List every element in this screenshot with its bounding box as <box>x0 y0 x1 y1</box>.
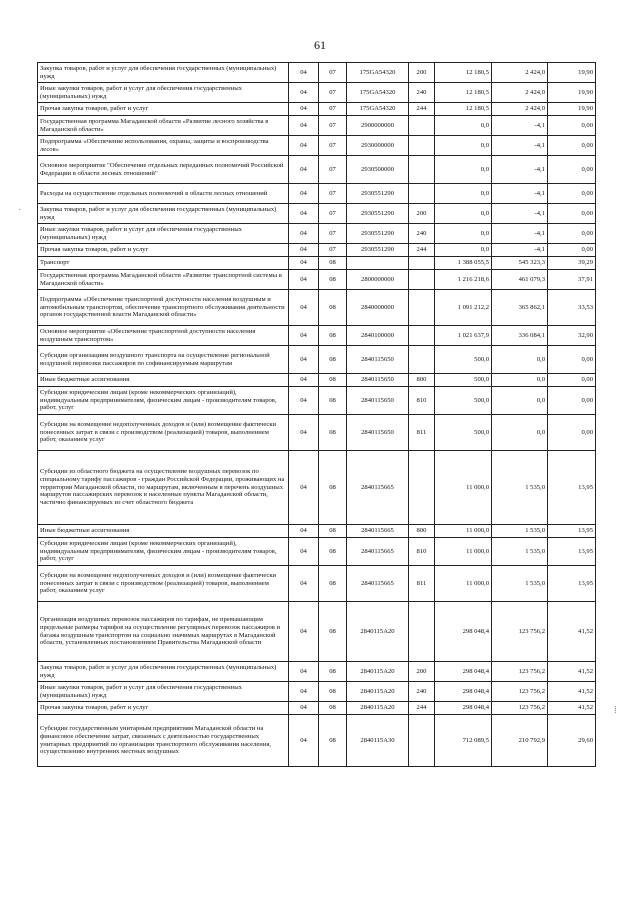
cell-planned: 712 089,5 <box>435 715 492 767</box>
cell-section: 04 <box>289 346 319 374</box>
table-row <box>38 415 596 451</box>
cell-expense-type: 811 <box>409 566 435 602</box>
cell-planned: 500,0 <box>435 387 492 415</box>
cell-expense-type <box>409 116 435 136</box>
cell-percent: 13,95 <box>548 525 596 538</box>
cell-subsection: 07 <box>319 116 347 136</box>
cell-percent: 0,00 <box>548 116 596 136</box>
cell-percent: 39,29 <box>548 257 596 270</box>
cell-executed: 0,0 <box>492 374 548 387</box>
cell-subsection: 07 <box>319 224 347 244</box>
cell-expense-type <box>409 136 435 156</box>
cell-subsection: 08 <box>319 538 347 566</box>
cell-planned: 500,0 <box>435 346 492 374</box>
cell-percent: 0,00 <box>548 204 596 224</box>
cell-section: 04 <box>289 374 319 387</box>
table-row <box>38 662 596 682</box>
cell-executed: 0,0 <box>492 415 548 451</box>
cell-expense-type: 240 <box>409 83 435 103</box>
page-number: 61 <box>314 38 326 52</box>
table-row <box>38 224 596 244</box>
table-row <box>38 103 596 116</box>
cell-percent: 41,52 <box>548 702 596 715</box>
cell-subsection: 08 <box>319 702 347 715</box>
cell-target-article: 2840115665 <box>347 451 409 525</box>
cell-name: Иные бюджетные ассигнования <box>38 374 289 387</box>
cell-executed: 1 535,0 <box>492 566 548 602</box>
cell-executed: 1 535,0 <box>492 538 548 566</box>
cell-section: 04 <box>289 83 319 103</box>
cell-target-article: 2930551290 <box>347 224 409 244</box>
cell-target-article: 2840115665 <box>347 538 409 566</box>
cell-executed: 123 756,2 <box>492 602 548 662</box>
cell-section: 04 <box>289 525 319 538</box>
cell-section: 04 <box>289 244 319 257</box>
cell-planned: 11 000,0 <box>435 566 492 602</box>
cell-subsection: 07 <box>319 204 347 224</box>
table-row <box>38 525 596 538</box>
cell-expense-type <box>409 270 435 290</box>
cell-expense-type <box>409 290 435 326</box>
cell-planned: 12 180,5 <box>435 83 492 103</box>
cell-percent: 13,95 <box>548 451 596 525</box>
table-row <box>38 566 596 602</box>
table-row <box>38 156 596 184</box>
cell-executed: 2 424,0 <box>492 63 548 83</box>
scan-mark: · <box>18 205 22 216</box>
cell-target-article: 2840115650 <box>347 374 409 387</box>
cell-percent: 41,52 <box>548 602 596 662</box>
cell-executed: -4,1 <box>492 224 548 244</box>
cell-name: Расходы на осуществление отдельных полномочий в области лесных отношений <box>38 184 289 204</box>
cell-percent: 33,53 <box>548 290 596 326</box>
cell-target-article: 175GA54320 <box>347 63 409 83</box>
cell-planned: 298 048,4 <box>435 602 492 662</box>
cell-name: Подпрограмма «Обеспечение транспортной доступности населения воздушным и автомобильным транспортом, обеспечение транспортного обслуживания деятельности органов государственной власти Магаданской области» <box>38 290 289 326</box>
cell-section: 04 <box>289 156 319 184</box>
cell-percent: 0,00 <box>548 184 596 204</box>
cell-percent: 0,00 <box>548 244 596 257</box>
cell-name: Субсидии государственным унитарным предприятиям Магаданской области на финансовое обеспечение затрат, связанных с деятельностью государственных унитарных предприятий по организации транспортного обслуживания населения, осуществлению внутренних местных воздушных <box>38 715 289 767</box>
cell-target-article: 2840115650 <box>347 346 409 374</box>
cell-subsection: 07 <box>319 136 347 156</box>
cell-planned: 11 000,0 <box>435 451 492 525</box>
table-row <box>38 538 596 566</box>
cell-executed: -4,1 <box>492 116 548 136</box>
table-row <box>38 702 596 715</box>
cell-expense-type <box>409 346 435 374</box>
cell-subsection: 07 <box>319 244 347 257</box>
cell-percent: 19,90 <box>548 83 596 103</box>
cell-expense-type: 810 <box>409 538 435 566</box>
cell-name: Иные закупки товаров, работ и услуг для обеспечения государственных (муниципальных) нужд <box>38 224 289 244</box>
table-row <box>38 346 596 374</box>
cell-percent: 0,00 <box>548 387 596 415</box>
cell-name: Транспорт <box>38 257 289 270</box>
cell-subsection: 07 <box>319 63 347 83</box>
cell-name: Прочая закупка товаров, работ и услуг <box>38 103 289 116</box>
cell-executed: -4,1 <box>492 244 548 257</box>
cell-expense-type: 240 <box>409 224 435 244</box>
cell-expense-type <box>409 451 435 525</box>
cell-section: 04 <box>289 204 319 224</box>
cell-subsection: 08 <box>319 270 347 290</box>
cell-executed: 123 756,2 <box>492 662 548 682</box>
cell-executed: 365 862,1 <box>492 290 548 326</box>
cell-section: 04 <box>289 270 319 290</box>
cell-percent: 0,00 <box>548 346 596 374</box>
cell-executed: 1 535,0 <box>492 451 548 525</box>
cell-section: 04 <box>289 224 319 244</box>
cell-executed: 2 424,0 <box>492 83 548 103</box>
cell-planned: 1 216 218,6 <box>435 270 492 290</box>
cell-executed: 545 323,3 <box>492 257 548 270</box>
cell-target-article: 2930551290 <box>347 204 409 224</box>
cell-subsection: 08 <box>319 374 347 387</box>
cell-subsection: 08 <box>319 602 347 662</box>
cell-planned: 500,0 <box>435 415 492 451</box>
cell-name: Иные закупки товаров, работ и услуг для обеспечения государственных (муниципальных) нужд <box>38 682 289 702</box>
cell-expense-type: 810 <box>409 387 435 415</box>
cell-target-article <box>347 257 409 270</box>
cell-name: Государственная программа Магаданской области «Развитие лесного хозяйства в Магаданской области» <box>38 116 289 136</box>
cell-planned: 0,0 <box>435 116 492 136</box>
cell-subsection: 08 <box>319 715 347 767</box>
cell-section: 04 <box>289 451 319 525</box>
table-row <box>38 63 596 83</box>
cell-planned: 0,0 <box>435 156 492 184</box>
cell-subsection: 07 <box>319 83 347 103</box>
cell-percent: 13,95 <box>548 538 596 566</box>
cell-target-article: 2900000000 <box>347 116 409 136</box>
cell-name: Организация воздушных перевозок пассажиров по тарифам, не превышающим предельные размеры тарифов на осуществление регулярных перевозок пассажиров и багажа воздушным транспортом на социально значимых маршрутах в Магаданской области, установленных постановлением Правительства Магаданской области <box>38 602 289 662</box>
cell-percent: 0,00 <box>548 136 596 156</box>
cell-planned: 1 388 055,5 <box>435 257 492 270</box>
cell-expense-type: 244 <box>409 103 435 116</box>
cell-expense-type: 811 <box>409 415 435 451</box>
cell-percent: 41,52 <box>548 662 596 682</box>
cell-name: Основное мероприятие «Обеспечение транспортной доступности населения воздушным транспортом» <box>38 326 289 346</box>
cell-percent: 13,95 <box>548 566 596 602</box>
cell-name: Субсидии на возмещение недополученных доходов и (или) возмещение фактически понесенных затрат в связи с производством (реализацией) товаров, выполнением работ, оказанием услуг <box>38 566 289 602</box>
cell-planned: 0,0 <box>435 136 492 156</box>
cell-subsection: 07 <box>319 103 347 116</box>
cell-section: 04 <box>289 715 319 767</box>
cell-planned: 500,0 <box>435 374 492 387</box>
cell-executed: -4,1 <box>492 136 548 156</box>
cell-planned: 298 048,4 <box>435 682 492 702</box>
cell-target-article: 2840115665 <box>347 566 409 602</box>
cell-executed: -4,1 <box>492 204 548 224</box>
cell-percent: 19,90 <box>548 103 596 116</box>
table-row <box>38 715 596 767</box>
cell-target-article: 2930551290 <box>347 244 409 257</box>
cell-planned: 0,0 <box>435 204 492 224</box>
cell-subsection: 08 <box>319 566 347 602</box>
cell-planned: 11 000,0 <box>435 538 492 566</box>
cell-target-article: 175GA54320 <box>347 103 409 116</box>
cell-target-article: 2840100000 <box>347 326 409 346</box>
cell-expense-type: 200 <box>409 63 435 83</box>
cell-name: Основное мероприятие "Обеспечение отдельных переданных полномочий Российской Федерации в области лесных отношений" <box>38 156 289 184</box>
cell-section: 04 <box>289 103 319 116</box>
cell-expense-type <box>409 326 435 346</box>
table-row <box>38 184 596 204</box>
cell-name: Государственная программа Магаданской области «Развитие транспортной системы в Магаданской области» <box>38 270 289 290</box>
cell-name: Субсидии организациям воздушного транспорта на осуществление региональной воздушной перевозки пассажиров по софинансируемым маршрутам <box>38 346 289 374</box>
cell-subsection: 07 <box>319 156 347 184</box>
cell-name: Субсидии на возмещение недополученных доходов и (или) возмещение фактически понесенных затрат в связи с производством (реализацией) товаров, выполнением работ, оказанием услуг <box>38 415 289 451</box>
cell-expense-type: 800 <box>409 525 435 538</box>
scan-mark: ⁞ <box>614 705 617 716</box>
cell-planned: 298 048,4 <box>435 662 492 682</box>
cell-percent: 19,90 <box>548 63 596 83</box>
cell-subsection: 08 <box>319 451 347 525</box>
cell-section: 04 <box>289 257 319 270</box>
table-row <box>38 290 596 326</box>
cell-executed: 123 756,2 <box>492 702 548 715</box>
cell-percent: 0,00 <box>548 224 596 244</box>
cell-name: Закупка товаров, работ и услуг для обеспечения государственных (муниципальных) нужд <box>38 204 289 224</box>
cell-target-article: 2840115A30 <box>347 715 409 767</box>
cell-target-article: 2840115650 <box>347 387 409 415</box>
cell-executed: 210 792,9 <box>492 715 548 767</box>
cell-expense-type: 240 <box>409 682 435 702</box>
table-row <box>38 387 596 415</box>
cell-planned: 1 021 637,9 <box>435 326 492 346</box>
cell-planned: 11 000,0 <box>435 525 492 538</box>
cell-expense-type <box>409 602 435 662</box>
cell-expense-type <box>409 257 435 270</box>
cell-subsection: 07 <box>319 184 347 204</box>
cell-target-article: 2930551290 <box>347 184 409 204</box>
cell-section: 04 <box>289 538 319 566</box>
cell-name: Иные закупки товаров, работ и услуг для обеспечения государственных (муниципальных) нужд <box>38 83 289 103</box>
table-row <box>38 326 596 346</box>
cell-expense-type <box>409 184 435 204</box>
cell-name: Субсидии из областного бюджета на осуществление воздушных перевозок по специальному тарифу пассажиров - граждан Российской Федерации, проживающих на территории Магаданской области, по маршрутам, включенным в перечень воздушных маршрутов пассажирских перевозок в населенные пункты Магаданской области, частично финансируемых из счет областного бюджета <box>38 451 289 525</box>
cell-executed: 336 084,1 <box>492 326 548 346</box>
cell-executed: 2 424,0 <box>492 103 548 116</box>
cell-subsection: 08 <box>319 387 347 415</box>
cell-section: 04 <box>289 290 319 326</box>
cell-percent: 32,90 <box>548 326 596 346</box>
cell-percent: 41,52 <box>548 682 596 702</box>
cell-expense-type: 244 <box>409 702 435 715</box>
cell-subsection: 08 <box>319 257 347 270</box>
table-row <box>38 244 596 257</box>
budget-table <box>37 62 596 767</box>
cell-executed: -4,1 <box>492 184 548 204</box>
cell-executed: 461 079,3 <box>492 270 548 290</box>
cell-percent: 0,00 <box>548 415 596 451</box>
cell-target-article: 2840115650 <box>347 415 409 451</box>
cell-section: 04 <box>289 682 319 702</box>
cell-planned: 12 180,5 <box>435 103 492 116</box>
cell-expense-type: 200 <box>409 204 435 224</box>
cell-section: 04 <box>289 566 319 602</box>
cell-section: 04 <box>289 662 319 682</box>
table-row <box>38 204 596 224</box>
table-row <box>38 116 596 136</box>
cell-planned: 298 048,4 <box>435 702 492 715</box>
cell-expense-type: 244 <box>409 244 435 257</box>
cell-planned: 12 180,5 <box>435 63 492 83</box>
cell-subsection: 08 <box>319 415 347 451</box>
table-row <box>38 257 596 270</box>
table-row <box>38 451 596 525</box>
cell-planned: 0,0 <box>435 224 492 244</box>
cell-expense-type: 800 <box>409 374 435 387</box>
cell-target-article: 2930000000 <box>347 136 409 156</box>
cell-percent: 0,00 <box>548 374 596 387</box>
cell-expense-type <box>409 156 435 184</box>
cell-section: 04 <box>289 702 319 715</box>
table-row <box>38 682 596 702</box>
cell-target-article: 175GA54320 <box>347 83 409 103</box>
cell-target-article: 2930500000 <box>347 156 409 184</box>
cell-section: 04 <box>289 326 319 346</box>
cell-percent: 0,00 <box>548 156 596 184</box>
cell-expense-type: 200 <box>409 662 435 682</box>
cell-planned: 1 091 212,2 <box>435 290 492 326</box>
cell-subsection: 08 <box>319 525 347 538</box>
cell-section: 04 <box>289 116 319 136</box>
cell-subsection: 08 <box>319 682 347 702</box>
cell-name: Подпрограмма «Обеспечение использования, охраны, защиты и воспроизводства лесов» <box>38 136 289 156</box>
cell-name: Субсидии юридическим лицам (кроме некоммерческих организаций), индивидуальным предпринимателям, физическим лицам - производителям товаров, работ, услуг <box>38 387 289 415</box>
cell-target-article: 2840000000 <box>347 290 409 326</box>
cell-executed: 1 535,0 <box>492 525 548 538</box>
cell-target-article: 2840115665 <box>347 525 409 538</box>
cell-name: Прочая закупка товаров, работ и услуг <box>38 244 289 257</box>
cell-target-article: 2840115A20 <box>347 682 409 702</box>
cell-executed: 0,0 <box>492 346 548 374</box>
cell-subsection: 08 <box>319 290 347 326</box>
cell-planned: 0,0 <box>435 184 492 204</box>
cell-name: Закупка товаров, работ и услуг для обеспечения государственных (муниципальных) нужд <box>38 662 289 682</box>
cell-target-article: 2840115A20 <box>347 702 409 715</box>
table-row <box>38 602 596 662</box>
cell-subsection: 08 <box>319 326 347 346</box>
cell-executed: 0,0 <box>492 387 548 415</box>
cell-executed: -4,1 <box>492 156 548 184</box>
cell-target-article: 2800000000 <box>347 270 409 290</box>
cell-target-article: 2840115A20 <box>347 662 409 682</box>
cell-percent: 29,60 <box>548 715 596 767</box>
cell-section: 04 <box>289 415 319 451</box>
table-row <box>38 270 596 290</box>
cell-expense-type <box>409 715 435 767</box>
cell-section: 04 <box>289 63 319 83</box>
cell-subsection: 08 <box>319 346 347 374</box>
cell-name: Субсидии юридическим лицам (кроме некоммерческих организаций), индивидуальным предпринимателям, физическим лицам - производителям товаров, работ, услуг <box>38 538 289 566</box>
cell-target-article: 2840115A20 <box>347 602 409 662</box>
cell-name: Прочая закупка товаров, работ и услуг <box>38 702 289 715</box>
cell-percent: 37,91 <box>548 270 596 290</box>
table-row <box>38 136 596 156</box>
cell-section: 04 <box>289 184 319 204</box>
table-row <box>38 83 596 103</box>
cell-subsection: 08 <box>319 662 347 682</box>
cell-executed: 123 756,2 <box>492 682 548 702</box>
budget-table-body <box>38 63 596 767</box>
cell-section: 04 <box>289 602 319 662</box>
cell-name: Закупка товаров, работ и услуг для обеспечения государственных (муниципальных) нужд <box>38 63 289 83</box>
cell-planned: 0,0 <box>435 244 492 257</box>
table-row <box>38 374 596 387</box>
cell-section: 04 <box>289 136 319 156</box>
cell-section: 04 <box>289 387 319 415</box>
cell-name: Иные бюджетные ассигнования <box>38 525 289 538</box>
